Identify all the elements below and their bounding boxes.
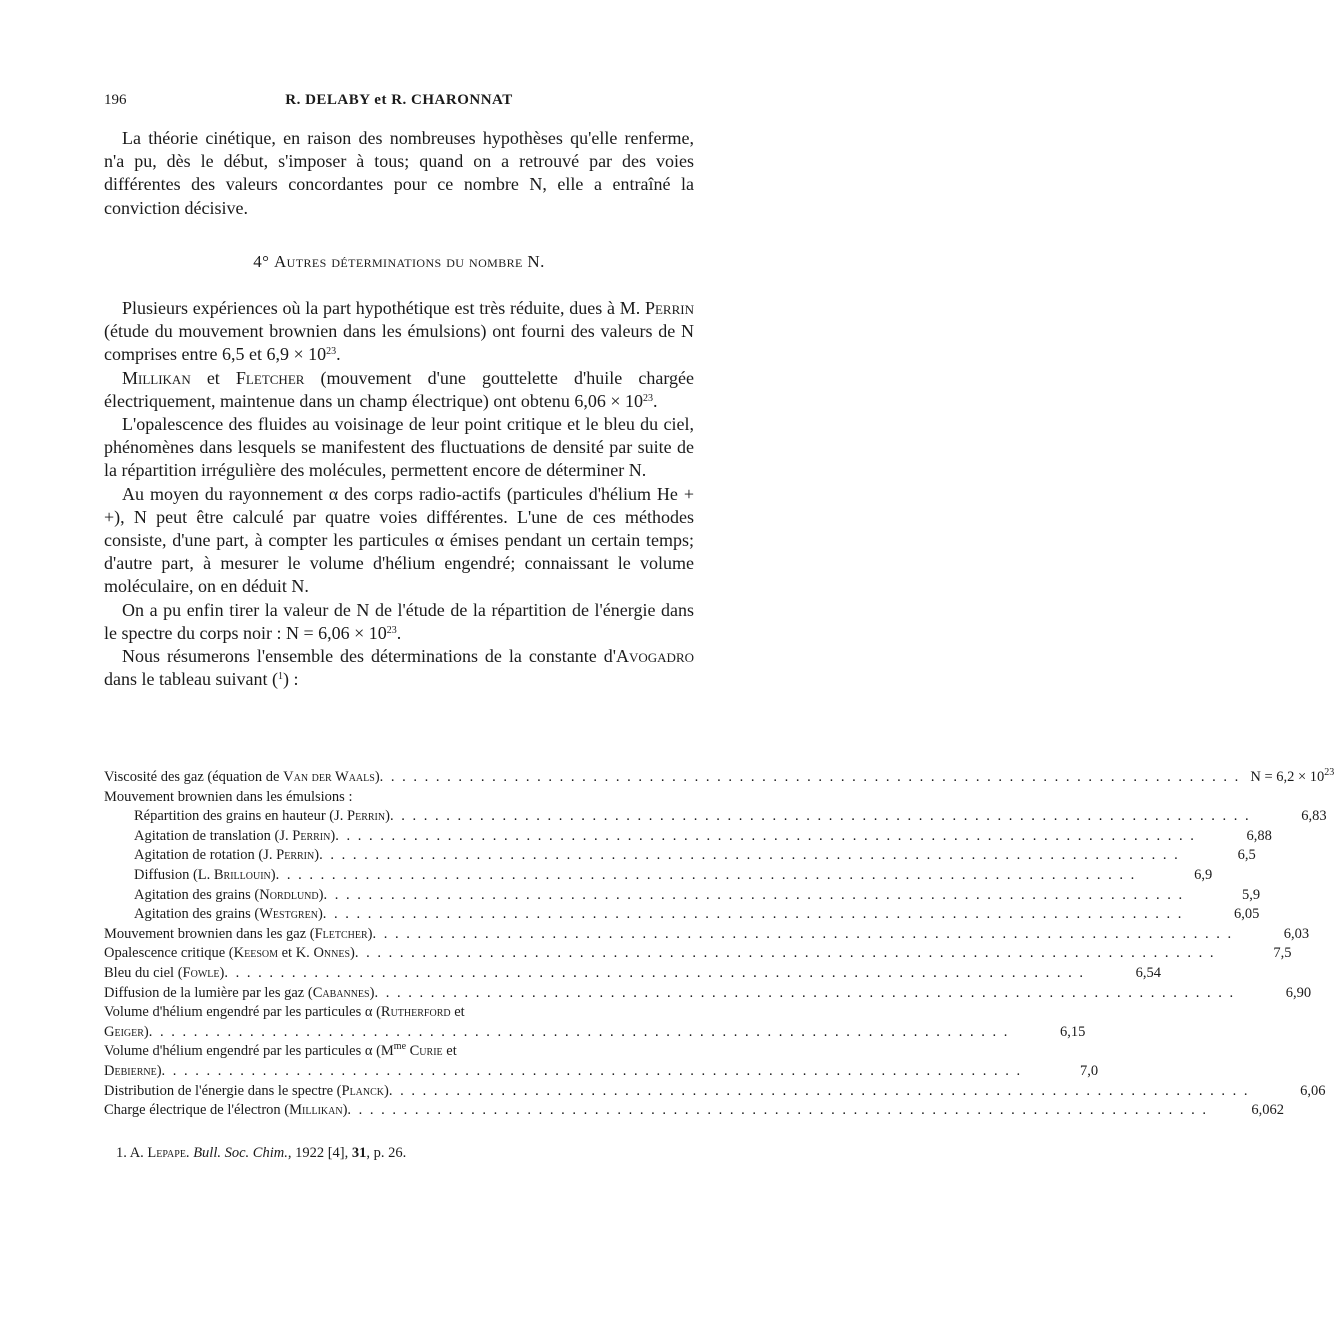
main-text xyxy=(104,127,694,691)
page-number: 196 xyxy=(104,92,127,108)
footnote: 1. A. Lepape. Bull. Soc. Chim., 1922 [4], 31, p. 26. xyxy=(116,1145,407,1161)
table-row: Agitation de rotation (J. Perrin) . . . 6,5 xyxy=(104,846,694,866)
table-row-wrapped: Volume d'hélium engendré par les particules α ($M^{me}$ Curie et xyxy=(104,1041,457,1060)
table-row: Agitation des grains (Nordlund) . . . 5,9 xyxy=(104,886,694,906)
table-row: Agitation des grains (Westgren) . . . 6,05 xyxy=(104,905,694,925)
table-row: Diffusion de la lumière par les gaz (Cabannes) . . . 6,90 xyxy=(104,984,694,1004)
paragraph-radioactive: Au moyen du rayonnement α des corps radio-actifs (particules d'hélium He + +), N peut être calculé par quatre voies différentes. L'une de ces méthodes consiste, d'une part, à compter les particules α émises pendant un certain temps; d'autre part, à mesurer le volume d'hélium engendré; connaissant le volume moléculaire, on en déduit N. xyxy=(104,483,694,597)
table-row: Debierne) . . . 7,0 xyxy=(104,1062,694,1082)
paragraph-millikan: Millikan et Fletcher (mouvement d'une gouttelette d'huile chargée électriquement, maintenue dans un champ électrique) ont obtenu $6,06 \times 10^{23}$. xyxy=(104,367,694,411)
determinations-table xyxy=(104,767,1334,1121)
page-header xyxy=(104,92,694,114)
table-row: Répartition des grains en hauteur (J. Perrin) . . . 6,83 xyxy=(104,807,694,827)
running-title: R. DELABY et R. CHARONNAT xyxy=(285,92,513,108)
table-row: Viscosité des gaz (équation de Van der Waals) . . . $N = 6,2 \times 10^{23}$ xyxy=(104,768,694,788)
table-row: Agitation de translation (J. Perrin) . . . 6,88 xyxy=(104,827,694,847)
paragraph-perrin: Plusieurs expériences où la part hypothétique est très réduite, dues à M. Perrin (étude du mouvement brownien dans les émulsions) ont fourni des valeurs de N comprises entre 6,5 et $6,9 \times 10^{23}$. xyxy=(104,298,694,365)
table-row: Charge électrique de l'électron (Millikan) . . . 6,062 xyxy=(104,1101,694,1121)
paragraph-black-body: On a pu enfin tirer la valeur de N de l'étude de la répartition de l'énergie dans le spectre du corps noir : $N = 6,06 \times 10^{23}$. xyxy=(104,599,694,643)
table-row: Mouvement brownien dans les gaz (Fletcher) . . . 6,03 xyxy=(104,925,694,945)
paragraph-opalescence: L'opalescence des fluides au voisinage de leur point critique et le bleu du ciel, phénomènes dans lesquels se manifestent des fluctuations de densité par suite de la répartition irrégulière des molécules, permettent encore de déterminer N. xyxy=(104,414,694,481)
section-title: 4° Autres déterminations du nombre N. xyxy=(253,251,545,271)
paragraph-summary: Nous résumerons l'ensemble des déterminations de la constante d'Avogadro dans le tableau suivant ($^1$) : xyxy=(104,646,694,690)
intro-paragraph: La théorie cinétique, en raison des nombreuses hypothèses qu'elle renferme, n'a pu, dès le début, s'imposer à tous; quand on a retrouvé par des voies différentes des valeurs concordantes pour ce nombre N, elle a entraîné la conviction décisive. xyxy=(104,128,694,218)
table-row: Bleu du ciel (Fowle) . . . 6,54 xyxy=(104,964,694,984)
table-row: Diffusion (L. Brillouin) . . . 6,9 xyxy=(104,866,694,886)
table-row: Opalescence critique (Keesom et K. Onnes) . . . 7,5 xyxy=(104,944,694,964)
table-group-heading: Mouvement brownien dans les émulsions : xyxy=(104,788,353,805)
table-row-wrapped: Volume d'hélium engendré par les particules α (Rutherford et xyxy=(104,1004,465,1021)
table-row: Distribution de l'énergie dans le spectre (Planck) . . . 6,06 xyxy=(104,1082,694,1102)
table-row: Geiger) . . . 6,15 xyxy=(104,1023,694,1043)
